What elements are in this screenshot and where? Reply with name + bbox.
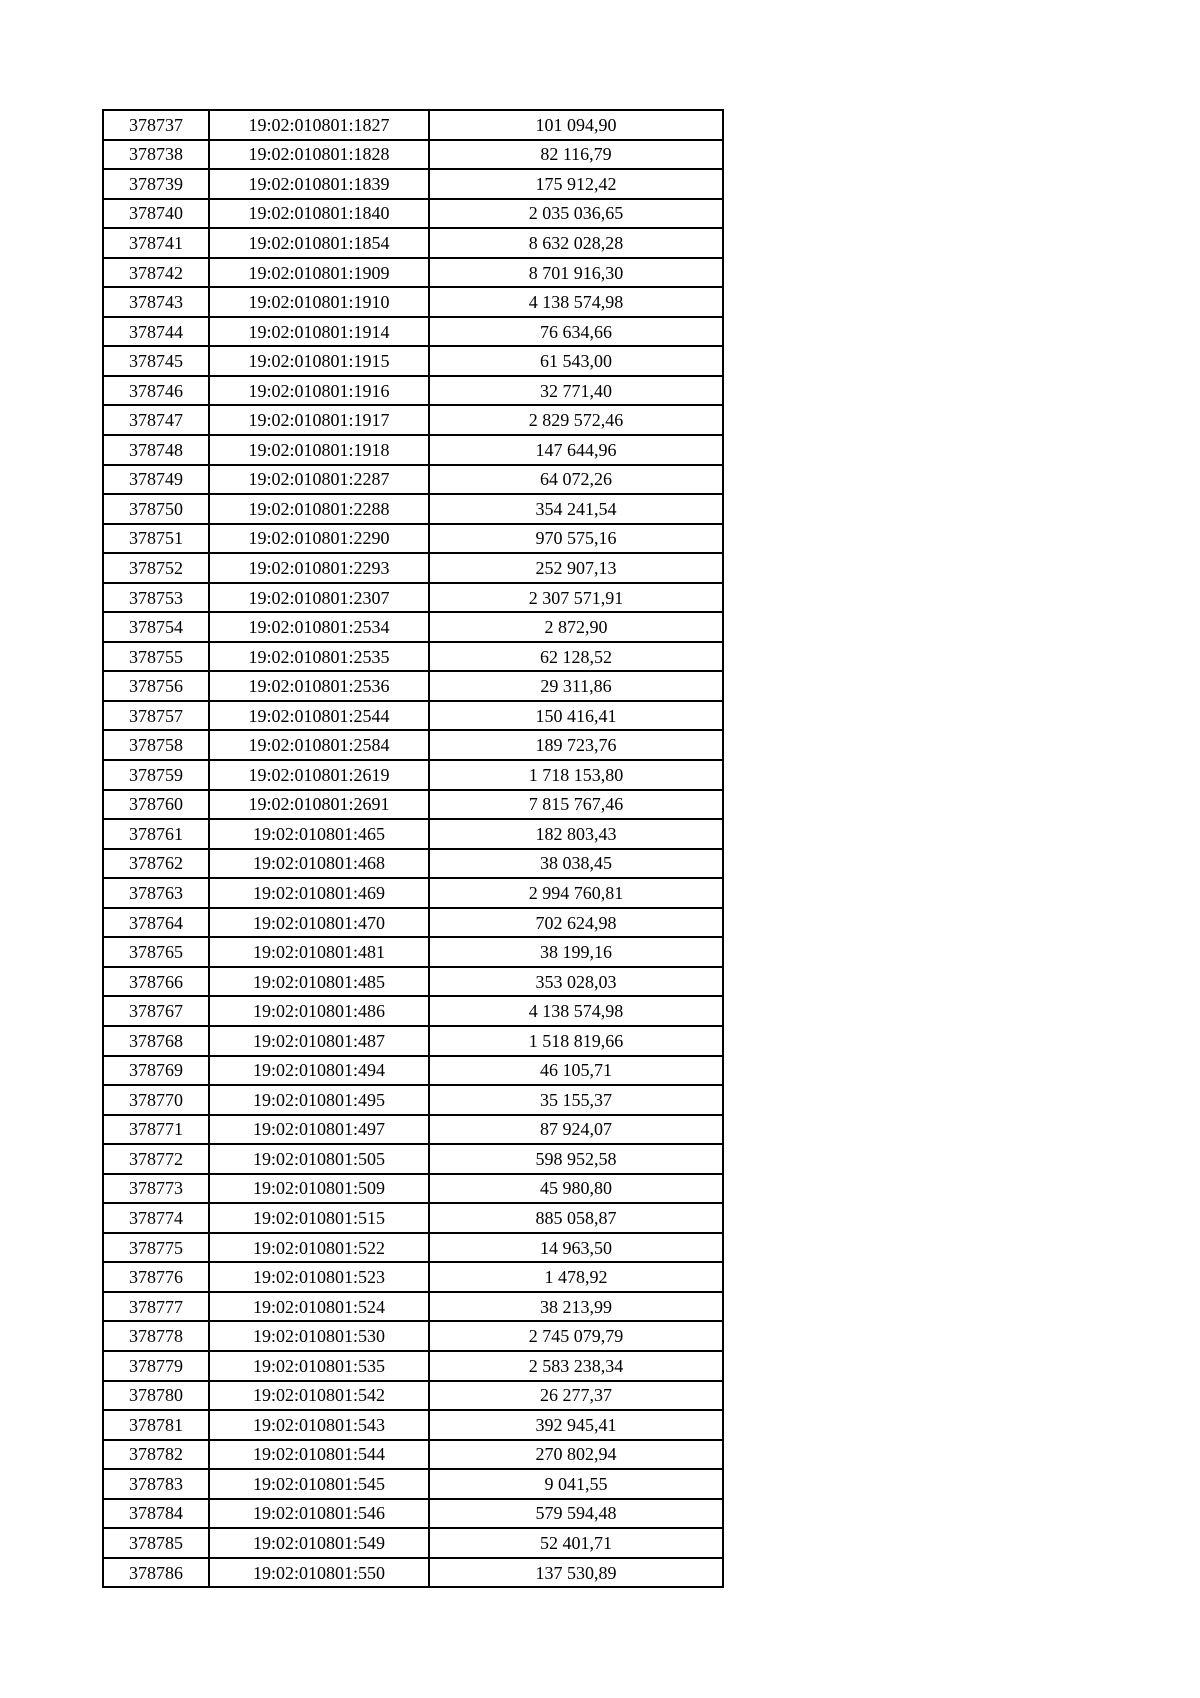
cadastral-number-cell: 19:02:010801:1917 bbox=[209, 405, 429, 435]
value-cell: 702 624,98 bbox=[429, 908, 723, 938]
table-row bbox=[103, 937, 723, 967]
cadastral-number-cell: 19:02:010801:2288 bbox=[209, 494, 429, 524]
table-row bbox=[103, 996, 723, 1026]
cadastral-number-cell: 19:02:010801:509 bbox=[209, 1174, 429, 1204]
cadastral-number-cell: 19:02:010801:1828 bbox=[209, 140, 429, 170]
table-row bbox=[103, 465, 723, 495]
table-row bbox=[103, 583, 723, 613]
cadastral-number-cell: 19:02:010801:2536 bbox=[209, 671, 429, 701]
row-number-cell: 378753 bbox=[103, 583, 209, 613]
row-number-cell: 378758 bbox=[103, 730, 209, 760]
row-number-cell: 378756 bbox=[103, 671, 209, 701]
cadastral-number-cell: 19:02:010801:486 bbox=[209, 996, 429, 1026]
row-number-cell: 378743 bbox=[103, 287, 209, 317]
cadastral-number-cell: 19:02:010801:1918 bbox=[209, 435, 429, 465]
row-number-cell: 378746 bbox=[103, 376, 209, 406]
table-row bbox=[103, 287, 723, 317]
value-cell: 4 138 574,98 bbox=[429, 287, 723, 317]
row-number-cell: 378768 bbox=[103, 1026, 209, 1056]
row-number-cell: 378760 bbox=[103, 790, 209, 820]
value-cell: 2 307 571,91 bbox=[429, 583, 723, 613]
cadastral-number-cell: 19:02:010801:505 bbox=[209, 1144, 429, 1174]
table-row bbox=[103, 1351, 723, 1381]
value-cell: 62 128,52 bbox=[429, 642, 723, 672]
row-number-cell: 378784 bbox=[103, 1499, 209, 1529]
row-number-cell: 378770 bbox=[103, 1085, 209, 1115]
table-row bbox=[103, 760, 723, 790]
row-number-cell: 378767 bbox=[103, 996, 209, 1026]
row-number-cell: 378739 bbox=[103, 169, 209, 199]
value-cell: 7 815 767,46 bbox=[429, 790, 723, 820]
row-number-cell: 378777 bbox=[103, 1292, 209, 1322]
table-row bbox=[103, 1056, 723, 1086]
row-number-cell: 378783 bbox=[103, 1469, 209, 1499]
cadastral-number-cell: 19:02:010801:495 bbox=[209, 1085, 429, 1115]
row-number-cell: 378779 bbox=[103, 1351, 209, 1381]
data-table bbox=[102, 109, 724, 1588]
value-cell: 147 644,96 bbox=[429, 435, 723, 465]
value-cell: 885 058,87 bbox=[429, 1203, 723, 1233]
row-number-cell: 378780 bbox=[103, 1381, 209, 1411]
value-cell: 1 518 819,66 bbox=[429, 1026, 723, 1056]
row-number-cell: 378755 bbox=[103, 642, 209, 672]
cadastral-number-cell: 19:02:010801:535 bbox=[209, 1351, 429, 1381]
table-row bbox=[103, 1292, 723, 1322]
table-row bbox=[103, 1410, 723, 1440]
cadastral-number-cell: 19:02:010801:1910 bbox=[209, 287, 429, 317]
value-cell: 8 632 028,28 bbox=[429, 228, 723, 258]
table-row bbox=[103, 1026, 723, 1056]
table-row bbox=[103, 169, 723, 199]
table-row bbox=[103, 1499, 723, 1529]
value-cell: 45 980,80 bbox=[429, 1174, 723, 1204]
value-cell: 46 105,71 bbox=[429, 1056, 723, 1086]
cadastral-number-cell: 19:02:010801:546 bbox=[209, 1499, 429, 1529]
cadastral-number-cell: 19:02:010801:1854 bbox=[209, 228, 429, 258]
table-row bbox=[103, 258, 723, 288]
row-number-cell: 378741 bbox=[103, 228, 209, 258]
value-cell: 87 924,07 bbox=[429, 1115, 723, 1145]
table-row bbox=[103, 524, 723, 554]
table-row bbox=[103, 199, 723, 229]
value-cell: 1 478,92 bbox=[429, 1262, 723, 1292]
table-row bbox=[103, 1469, 723, 1499]
table-row bbox=[103, 1381, 723, 1411]
value-cell: 2 872,90 bbox=[429, 612, 723, 642]
cadastral-number-cell: 19:02:010801:487 bbox=[209, 1026, 429, 1056]
cadastral-number-cell: 19:02:010801:1840 bbox=[209, 199, 429, 229]
value-cell: 579 594,48 bbox=[429, 1499, 723, 1529]
value-cell: 82 116,79 bbox=[429, 140, 723, 170]
value-cell: 150 416,41 bbox=[429, 701, 723, 731]
row-number-cell: 378738 bbox=[103, 140, 209, 170]
row-number-cell: 378762 bbox=[103, 849, 209, 879]
cadastral-number-cell: 19:02:010801:1916 bbox=[209, 376, 429, 406]
table-row bbox=[103, 405, 723, 435]
cadastral-number-cell: 19:02:010801:2691 bbox=[209, 790, 429, 820]
value-cell: 2 035 036,65 bbox=[429, 199, 723, 229]
row-number-cell: 378778 bbox=[103, 1321, 209, 1351]
cadastral-number-cell: 19:02:010801:2584 bbox=[209, 730, 429, 760]
value-cell: 252 907,13 bbox=[429, 553, 723, 583]
row-number-cell: 378749 bbox=[103, 465, 209, 495]
table-row bbox=[103, 435, 723, 465]
value-cell: 38 213,99 bbox=[429, 1292, 723, 1322]
value-cell: 2 994 760,81 bbox=[429, 878, 723, 908]
row-number-cell: 378775 bbox=[103, 1233, 209, 1263]
table-row bbox=[103, 967, 723, 997]
value-cell: 354 241,54 bbox=[429, 494, 723, 524]
row-number-cell: 378773 bbox=[103, 1174, 209, 1204]
value-cell: 189 723,76 bbox=[429, 730, 723, 760]
row-number-cell: 378763 bbox=[103, 878, 209, 908]
row-number-cell: 378782 bbox=[103, 1440, 209, 1470]
value-cell: 175 912,42 bbox=[429, 169, 723, 199]
row-number-cell: 378751 bbox=[103, 524, 209, 554]
cadastral-number-cell: 19:02:010801:2534 bbox=[209, 612, 429, 642]
cadastral-number-cell: 19:02:010801:1839 bbox=[209, 169, 429, 199]
cadastral-number-cell: 19:02:010801:2535 bbox=[209, 642, 429, 672]
row-number-cell: 378740 bbox=[103, 199, 209, 229]
table-row bbox=[103, 376, 723, 406]
cadastral-number-cell: 19:02:010801:523 bbox=[209, 1262, 429, 1292]
table-row bbox=[103, 730, 723, 760]
cadastral-number-cell: 19:02:010801:1909 bbox=[209, 258, 429, 288]
cadastral-number-cell: 19:02:010801:522 bbox=[209, 1233, 429, 1263]
cadastral-number-cell: 19:02:010801:1827 bbox=[209, 110, 429, 140]
table-row bbox=[103, 701, 723, 731]
table-row bbox=[103, 1085, 723, 1115]
cadastral-number-cell: 19:02:010801:549 bbox=[209, 1528, 429, 1558]
cadastral-number-cell: 19:02:010801:469 bbox=[209, 878, 429, 908]
row-number-cell: 378742 bbox=[103, 258, 209, 288]
cadastral-number-cell: 19:02:010801:544 bbox=[209, 1440, 429, 1470]
value-cell: 101 094,90 bbox=[429, 110, 723, 140]
table-row bbox=[103, 140, 723, 170]
row-number-cell: 378771 bbox=[103, 1115, 209, 1145]
row-number-cell: 378757 bbox=[103, 701, 209, 731]
value-cell: 2 583 238,34 bbox=[429, 1351, 723, 1381]
table-row bbox=[103, 1174, 723, 1204]
cadastral-number-cell: 19:02:010801:1914 bbox=[209, 317, 429, 347]
table-row bbox=[103, 612, 723, 642]
value-cell: 1 718 153,80 bbox=[429, 760, 723, 790]
value-cell: 52 401,71 bbox=[429, 1528, 723, 1558]
cadastral-number-cell: 19:02:010801:515 bbox=[209, 1203, 429, 1233]
table-row bbox=[103, 1262, 723, 1292]
cadastral-number-cell: 19:02:010801:485 bbox=[209, 967, 429, 997]
row-number-cell: 378764 bbox=[103, 908, 209, 938]
value-cell: 38 199,16 bbox=[429, 937, 723, 967]
table-row bbox=[103, 553, 723, 583]
value-cell: 76 634,66 bbox=[429, 317, 723, 347]
row-number-cell: 378774 bbox=[103, 1203, 209, 1233]
value-cell: 38 038,45 bbox=[429, 849, 723, 879]
cadastral-number-cell: 19:02:010801:1915 bbox=[209, 346, 429, 376]
cadastral-number-cell: 19:02:010801:2307 bbox=[209, 583, 429, 613]
row-number-cell: 378752 bbox=[103, 553, 209, 583]
table-row bbox=[103, 908, 723, 938]
table-row bbox=[103, 1440, 723, 1470]
value-cell: 2 745 079,79 bbox=[429, 1321, 723, 1351]
cadastral-number-cell: 19:02:010801:2619 bbox=[209, 760, 429, 790]
row-number-cell: 378748 bbox=[103, 435, 209, 465]
row-number-cell: 378769 bbox=[103, 1056, 209, 1086]
row-number-cell: 378786 bbox=[103, 1558, 209, 1588]
value-cell: 353 028,03 bbox=[429, 967, 723, 997]
value-cell: 29 311,86 bbox=[429, 671, 723, 701]
cadastral-number-cell: 19:02:010801:524 bbox=[209, 1292, 429, 1322]
value-cell: 64 072,26 bbox=[429, 465, 723, 495]
row-number-cell: 378744 bbox=[103, 317, 209, 347]
row-number-cell: 378781 bbox=[103, 1410, 209, 1440]
table-row bbox=[103, 494, 723, 524]
value-cell: 137 530,89 bbox=[429, 1558, 723, 1588]
value-cell: 9 041,55 bbox=[429, 1469, 723, 1499]
table-row bbox=[103, 671, 723, 701]
cadastral-number-cell: 19:02:010801:465 bbox=[209, 819, 429, 849]
table-row bbox=[103, 110, 723, 140]
cadastral-number-cell: 19:02:010801:2293 bbox=[209, 553, 429, 583]
table-body bbox=[103, 110, 723, 1587]
cadastral-number-cell: 19:02:010801:550 bbox=[209, 1558, 429, 1588]
table-row bbox=[103, 228, 723, 258]
row-number-cell: 378776 bbox=[103, 1262, 209, 1292]
row-number-cell: 378761 bbox=[103, 819, 209, 849]
cadastral-number-cell: 19:02:010801:470 bbox=[209, 908, 429, 938]
row-number-cell: 378766 bbox=[103, 967, 209, 997]
row-number-cell: 378750 bbox=[103, 494, 209, 524]
table-row bbox=[103, 819, 723, 849]
row-number-cell: 378745 bbox=[103, 346, 209, 376]
table-row bbox=[103, 1321, 723, 1351]
value-cell: 2 829 572,46 bbox=[429, 405, 723, 435]
table-row bbox=[103, 1203, 723, 1233]
value-cell: 270 802,94 bbox=[429, 1440, 723, 1470]
table-row bbox=[103, 317, 723, 347]
value-cell: 8 701 916,30 bbox=[429, 258, 723, 288]
cadastral-number-cell: 19:02:010801:2287 bbox=[209, 465, 429, 495]
cadastral-number-cell: 19:02:010801:481 bbox=[209, 937, 429, 967]
table-row bbox=[103, 878, 723, 908]
table-row bbox=[103, 1144, 723, 1174]
cadastral-number-cell: 19:02:010801:530 bbox=[209, 1321, 429, 1351]
row-number-cell: 378737 bbox=[103, 110, 209, 140]
row-number-cell: 378759 bbox=[103, 760, 209, 790]
value-cell: 4 138 574,98 bbox=[429, 996, 723, 1026]
cadastral-number-cell: 19:02:010801:2544 bbox=[209, 701, 429, 731]
value-cell: 392 945,41 bbox=[429, 1410, 723, 1440]
row-number-cell: 378765 bbox=[103, 937, 209, 967]
value-cell: 14 963,50 bbox=[429, 1233, 723, 1263]
row-number-cell: 378772 bbox=[103, 1144, 209, 1174]
table-row bbox=[103, 849, 723, 879]
value-cell: 61 543,00 bbox=[429, 346, 723, 376]
value-cell: 182 803,43 bbox=[429, 819, 723, 849]
table-row bbox=[103, 1558, 723, 1588]
cadastral-number-cell: 19:02:010801:468 bbox=[209, 849, 429, 879]
cadastral-number-cell: 19:02:010801:2290 bbox=[209, 524, 429, 554]
value-cell: 32 771,40 bbox=[429, 376, 723, 406]
value-cell: 26 277,37 bbox=[429, 1381, 723, 1411]
cadastral-number-cell: 19:02:010801:545 bbox=[209, 1469, 429, 1499]
row-number-cell: 378754 bbox=[103, 612, 209, 642]
cadastral-number-cell: 19:02:010801:494 bbox=[209, 1056, 429, 1086]
cadastral-number-cell: 19:02:010801:543 bbox=[209, 1410, 429, 1440]
table-row bbox=[103, 1233, 723, 1263]
table-row bbox=[103, 642, 723, 672]
cadastral-number-cell: 19:02:010801:542 bbox=[209, 1381, 429, 1411]
value-cell: 970 575,16 bbox=[429, 524, 723, 554]
value-cell: 598 952,58 bbox=[429, 1144, 723, 1174]
table-row bbox=[103, 1115, 723, 1145]
row-number-cell: 378747 bbox=[103, 405, 209, 435]
cadastral-number-cell: 19:02:010801:497 bbox=[209, 1115, 429, 1145]
table-row bbox=[103, 790, 723, 820]
table-row bbox=[103, 1528, 723, 1558]
table-row bbox=[103, 346, 723, 376]
value-cell: 35 155,37 bbox=[429, 1085, 723, 1115]
row-number-cell: 378785 bbox=[103, 1528, 209, 1558]
